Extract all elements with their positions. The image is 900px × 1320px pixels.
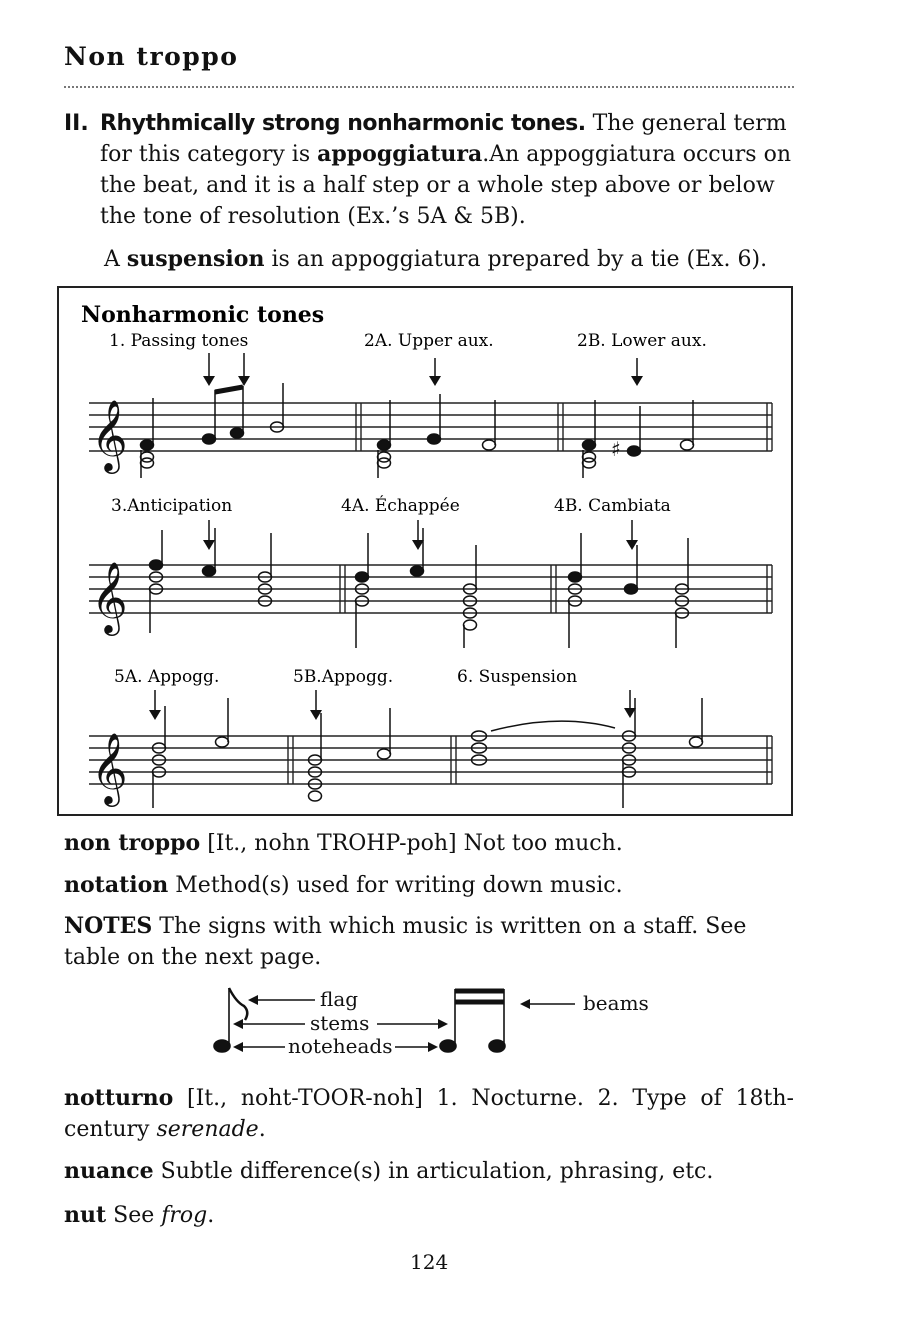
- notes-diagram: [200, 980, 670, 1060]
- label-upper-aux: 2A. Upper aux.: [364, 331, 494, 351]
- appoggiatura-term: appoggiatura: [317, 141, 483, 167]
- entry-term: non troppo: [64, 830, 201, 856]
- section-number: II.: [64, 111, 89, 136]
- svg-text:𝄞: 𝄞: [91, 560, 128, 633]
- label-appogg-5b: 5B.Appogg.: [293, 667, 394, 687]
- entry-term: nut: [64, 1202, 107, 1228]
- entry-italic: frog: [161, 1203, 208, 1228]
- entry-nuance: [64, 1156, 804, 1187]
- stems-label: stems: [310, 1011, 370, 1035]
- entry-after: .: [258, 1117, 266, 1142]
- label-appogg-5a: 5A. Appogg.: [114, 667, 220, 687]
- label-cambiata: 4B. Cambiata: [554, 496, 671, 516]
- suspension-prefix: A: [104, 247, 127, 272]
- label-suspension: 6. Suspension: [457, 667, 578, 687]
- notation-figure: [59, 288, 795, 818]
- entry-notturno: [64, 1083, 794, 1145]
- suspension-term: suspension: [126, 246, 265, 272]
- figure-title: Nonharmonic tones: [81, 302, 325, 328]
- entry-term: NOTES: [64, 913, 153, 939]
- entry-after: .: [207, 1203, 215, 1228]
- staves: [89, 403, 772, 784]
- label-anticipation: 3.Anticipation: [111, 496, 233, 516]
- flag-label: flag: [320, 987, 359, 1011]
- entry-text: [It., nohn TROHP-poh] Not too much.: [200, 831, 623, 856]
- running-header: Non troppo: [64, 42, 239, 71]
- page-number: 124: [410, 1250, 449, 1274]
- suspension-definition: [104, 246, 767, 272]
- svg-text:♯: ♯: [611, 437, 621, 461]
- entry-text: The signs with which music is written on a staff. See table on the next page.: [64, 914, 747, 970]
- header-divider: [64, 86, 794, 88]
- treble-clefs: [91, 398, 128, 807]
- label-lower-aux: 2B. Lower aux.: [577, 331, 707, 351]
- notes: [141, 353, 703, 808]
- svg-text:𝄞: 𝄞: [91, 731, 128, 804]
- label-passing: 1. Passing tones: [109, 331, 249, 351]
- suspension-text: is an appoggiatura prepared by a tie (Ex. 6).: [264, 247, 768, 272]
- entry-term: nuance: [64, 1158, 154, 1184]
- entry-notation: [64, 870, 804, 901]
- entry-nut: [64, 1200, 804, 1231]
- entry-notes: [64, 911, 754, 973]
- entry-term: notturno: [64, 1085, 174, 1111]
- section-text-1: The general term for this category is: [100, 111, 787, 167]
- entry-term: notation: [64, 872, 169, 898]
- label-echappee: 4A. Échappée: [341, 496, 460, 516]
- entry-text: [It., noht-TOOR-noh] 1. Nocturne. 2. Type of 18th-century: [64, 1086, 794, 1142]
- section-text-2: .An appoggiatura occurs on the beat, and it is a half step or a whole step above or below the tone of resolution (Ex.’s 5A & 5B).: [100, 142, 791, 229]
- entry-text: Subtle difference(s) in articulation, phrasing, etc.: [153, 1159, 714, 1184]
- section-body: [64, 108, 799, 232]
- beams-label: beams: [583, 991, 649, 1015]
- entry-non-troppo: [64, 828, 804, 859]
- entry-text: Method(s) used for writing down music.: [168, 873, 623, 898]
- entry-text: See: [106, 1203, 162, 1228]
- noteheads-label: noteheads: [288, 1034, 393, 1058]
- section-lead: Rhythmically strong nonharmonic tones.: [100, 111, 586, 136]
- section-two: [64, 108, 799, 232]
- entry-italic: serenade: [156, 1117, 259, 1142]
- nonharmonic-figure: [57, 286, 793, 816]
- svg-text:𝄞: 𝄞: [91, 398, 128, 471]
